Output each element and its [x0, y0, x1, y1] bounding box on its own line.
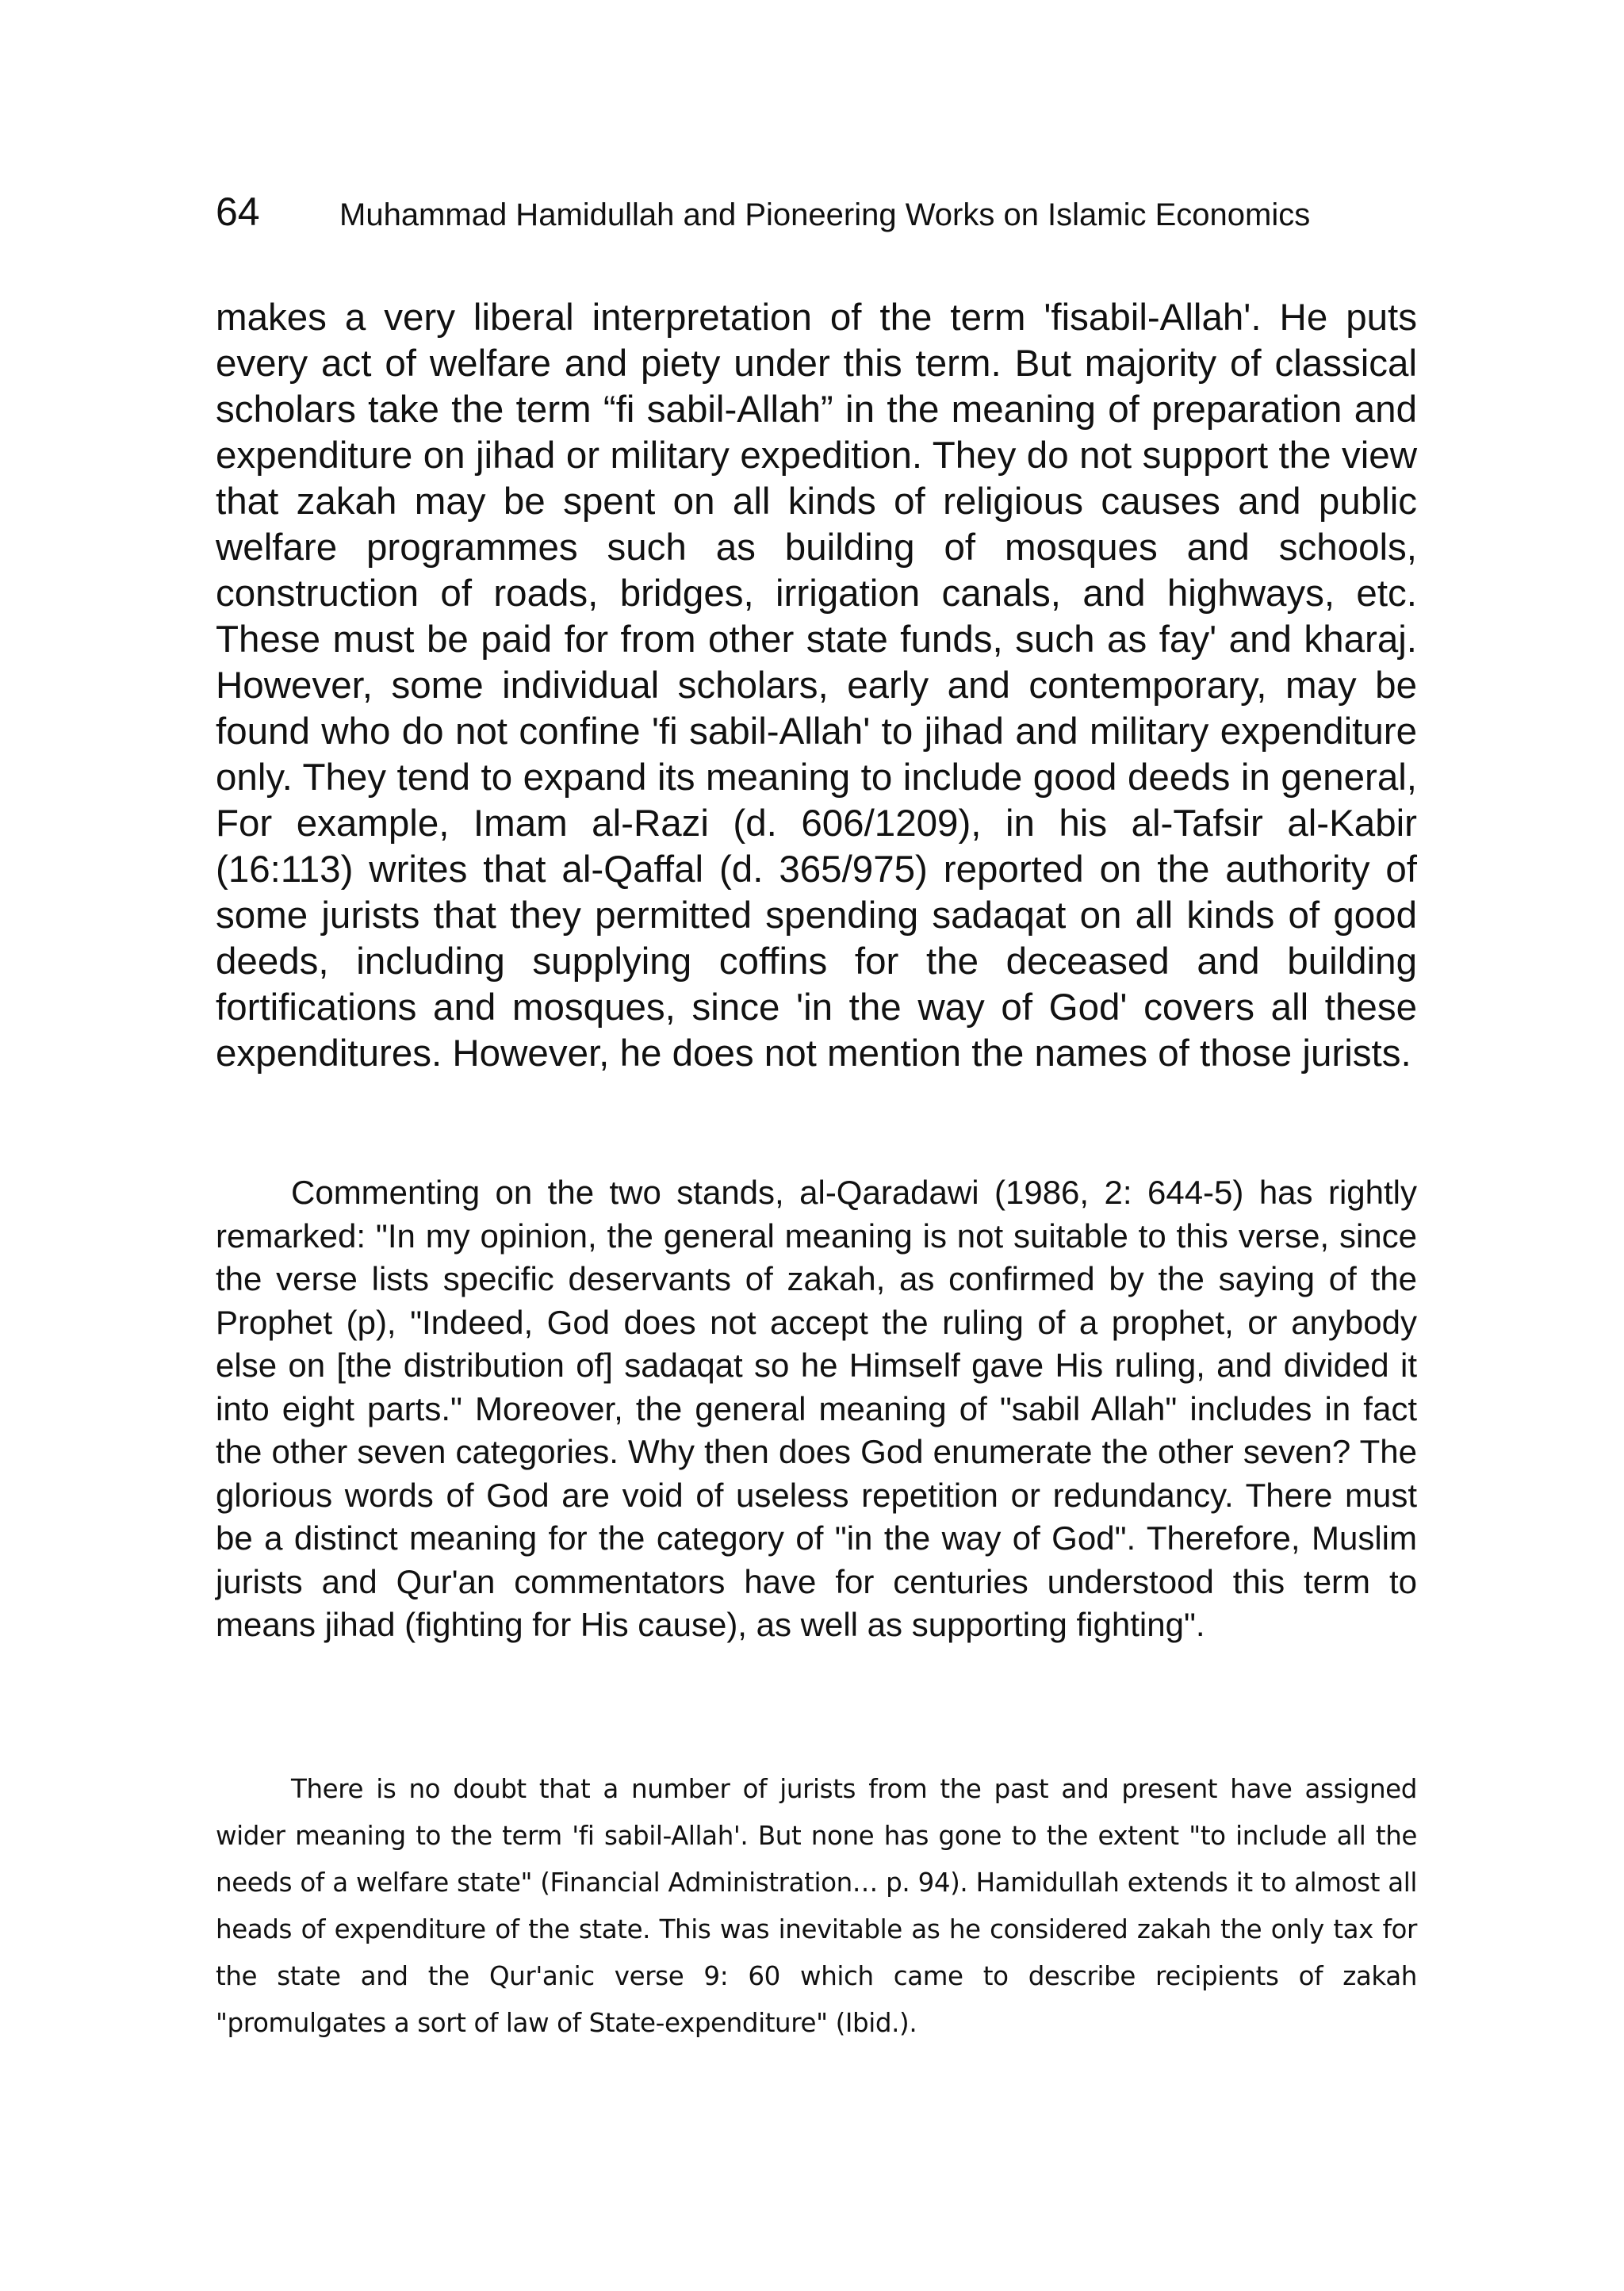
body-paragraph-1: makes a very liberal interpretation of the term 'fisabil-Allah'. He puts every act of welfare and piety under this term. But majority of classical scholars take the term “fi sabil-Allah” in the meaning of preparation and expenditure on jihad or military expedition. They do not support the view that zakah may be spent on all kinds of religious causes and public welfare programmes such as building of mosques and schools, construction of roads, bridges, irrigation canals, and highways, etc. These must be paid for from other state funds, such as fay' and kharaj. However, some individual scholars, early and contemporary, may be found who do not confine 'fi sabil-Allah' to jihad and military expenditure only. They tend to expand its meaning to include good deeds in general, For example, Imam al-Razi (d. 606/1209), in his al-Tafsir al-Kabir (16:113) writes that al-Qaffal (d. 365/975) reported on the authority of some jurists that they permitted spending sadaqat on all kinds of good deeds, including supplying coffins for the deceased and building fortifications and mosques, since 'in the way of God' covers all these expenditures. However, he does not mention the names of those jurists.: [216, 297, 1417, 1075]
body-paragraph-2: Commenting on the two stands, al-Qaradawi (1986, 2: 644-5) has rightly remarked: "In my opinion, the general meaning is not suitable to this verse, since the verse lists specific deservants of zakah, as confirmed by the saying of the Prophet (p), "Indeed, God does not accept the ruling of a prophet, or anybody else on [the distribution of] sadaqat so he Himself gave His ruling, and divided it into eight parts." Moreover, the general meaning of "sabil Allah" includes in fact the other seven categories. Why then does God enumerate the other seven? The glorious words of God are void of useless repetition or redundancy. There must be a distinct meaning for the category of "in the way of God". Therefore, Muslim jurists and Qur'an commentators have for centuries understood this term to means jihad (fighting for His cause), as well as supporting fighting".: [216, 1174, 1417, 1643]
page-header: [216, 184, 1417, 239]
page-number: 64: [216, 190, 260, 234]
running-head: Muhammad Hamidullah and Pioneering Works on Islamic Economics: [339, 197, 1311, 232]
body-paragraph-3: There is no doubt that a number of jurists from the past and present have assigned wider meaning to the term 'fi sabil-Allah'. But none has gone to the extent "to include all the needs of a welfare state" (Financial Administration… p. 94). Hamidullah extends it to almost all heads of expenditure of the state. This was inevitable as he considered zakah the only tax for the state and the Qur'anic verse 9: 60 which came to describe recipients of zakah "promulgates a sort of law of State-expenditure" (Ibid.).: [216, 1774, 1417, 2038]
